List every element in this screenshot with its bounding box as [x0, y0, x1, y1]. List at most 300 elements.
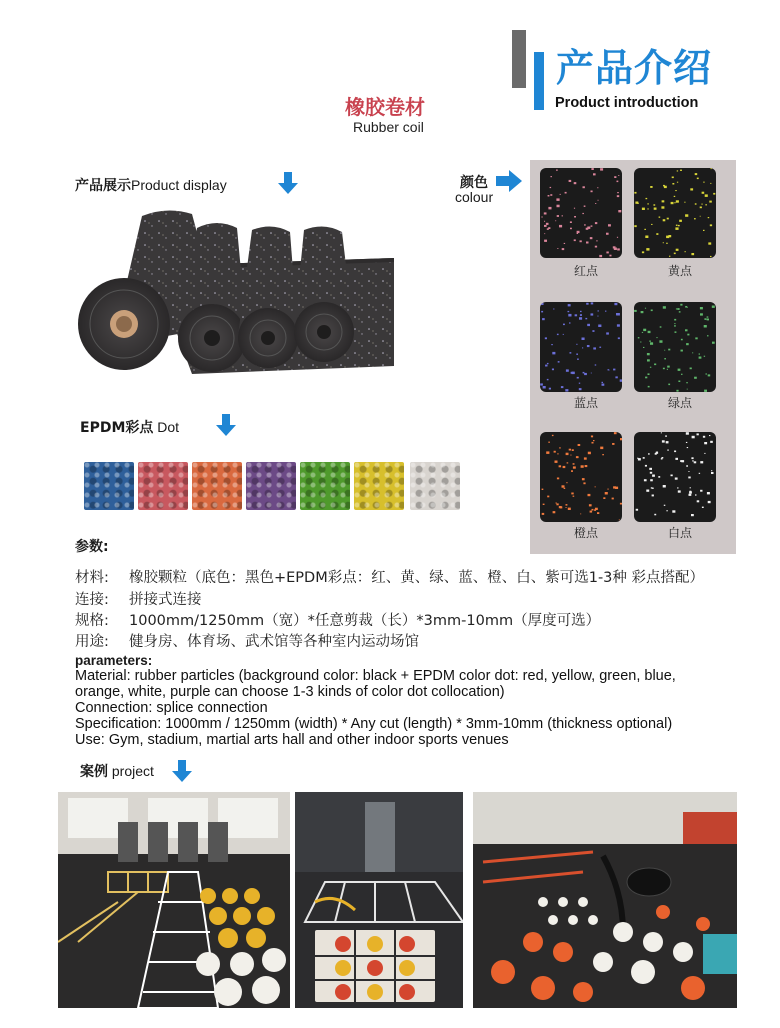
colour-dot: [654, 364, 656, 366]
colour-dot: [695, 337, 697, 339]
colour-dot: [588, 494, 591, 496]
colour-dot: [597, 512, 599, 514]
colour-dot: [608, 224, 611, 226]
colour-dot: [652, 495, 654, 497]
colour-dot: [702, 507, 704, 508]
colour-dot: [695, 203, 697, 204]
colour-dot: [566, 504, 568, 506]
colour-dot: [688, 477, 690, 479]
colour-dot: [619, 519, 620, 520]
param-row-en: Specification: 1000mm / 1250mm (width) * Any cut (length) * 3mm-10mm (thickness optional): [75, 716, 673, 732]
colour-dot: [544, 240, 547, 242]
colour-dot: [649, 468, 652, 470]
colour-dot: [644, 479, 647, 481]
colour-dot: [598, 310, 599, 311]
header-blue-bar: [534, 52, 544, 110]
colour-dot: [712, 306, 715, 308]
param-key: 用途:: [75, 634, 109, 650]
colour-dot: [692, 436, 695, 439]
colour-dot: [589, 504, 592, 506]
colour-dot: [556, 503, 558, 505]
colour-dot: [697, 500, 700, 502]
colour-dot: [607, 489, 608, 490]
colour-dot: [581, 465, 584, 468]
colour-dot: [568, 314, 571, 317]
colour-dot: [584, 457, 587, 459]
colour-dot: [635, 202, 638, 204]
colour-dot: [664, 505, 666, 506]
colour-dot: [676, 308, 677, 309]
colour-dot: [690, 188, 693, 190]
colour-dot: [568, 508, 571, 510]
colour-dot: [617, 313, 620, 316]
colour-dot: [681, 460, 684, 462]
display-label: [75, 175, 227, 195]
colour-dot: [656, 452, 659, 454]
colour-dot: [647, 203, 648, 204]
colour-dot: [641, 311, 644, 313]
colour-dot: [617, 237, 618, 238]
colour-sample-label: 红点: [574, 264, 599, 278]
colour-dot: [574, 216, 576, 218]
colour-dot: [591, 436, 593, 437]
colour-dot: [651, 224, 652, 225]
colour-dot: [569, 449, 571, 451]
colour-dot: [542, 318, 545, 320]
colour-dot: [557, 478, 559, 480]
colour-dot: [650, 186, 652, 188]
colour-dot: [608, 370, 609, 371]
colour-dot: [694, 461, 697, 463]
colour-dot: [582, 338, 585, 341]
colour-dot: [679, 311, 681, 312]
colour-dot: [546, 223, 549, 225]
colour-dot: [617, 181, 619, 183]
colour-dot: [600, 168, 603, 170]
colour-dot: [681, 374, 683, 375]
colour-dot: [656, 233, 658, 235]
colour-dot: [553, 309, 554, 310]
param-row-en: Material: rubber particles (background color: black + EPDM color dot: red, yellow, green, blue,: [75, 668, 676, 684]
colour-dot: [685, 329, 688, 331]
colour-sample-tile: [540, 168, 622, 258]
colour-dot: [659, 217, 661, 218]
colour-dot: [553, 511, 556, 513]
colour-dot: [678, 225, 680, 226]
colour-dot: [595, 203, 596, 204]
rubber-roll-photo: [72, 206, 394, 374]
colour-dot: [563, 334, 564, 335]
colour-dot: [595, 486, 596, 487]
colour-dot: [674, 319, 676, 321]
colour-dot: [557, 215, 559, 217]
colour-dot: [676, 200, 679, 202]
colour-dot: [710, 441, 713, 443]
colour-dot: [580, 314, 582, 316]
colour-dot: [674, 253, 676, 255]
colour-dot: [582, 347, 583, 348]
epdm-swatch-yellow: [354, 462, 404, 510]
epdm-swatch-red: [138, 462, 188, 510]
colour-dot: [647, 208, 648, 209]
colour-dot: [674, 202, 675, 203]
colour-dot: [552, 369, 554, 371]
colour-dot: [603, 497, 605, 499]
colour-dot: [642, 208, 645, 210]
colour-dot: [559, 506, 562, 508]
colour-dot: [646, 198, 648, 199]
colour-dot: [566, 507, 567, 508]
colour-dot: [591, 302, 594, 304]
colour-dot: [710, 224, 712, 226]
colour-dot: [602, 454, 604, 455]
colour-dot: [565, 389, 568, 391]
colour-dot: [708, 374, 711, 376]
colour-dot: [684, 202, 685, 203]
colour-dot: [710, 256, 712, 257]
colour-dot: [647, 353, 650, 355]
param-value: 橡胶颗粒（底色：黑色+EPDM彩点：红、黄、绿、蓝、橙、白、紫可选1-3种 彩点搭配）: [129, 570, 705, 586]
colour-dot: [569, 180, 572, 182]
colour-dot: [675, 458, 678, 460]
colour-dot: [598, 325, 601, 328]
colour-dot: [677, 308, 679, 310]
colour-dot: [650, 479, 653, 481]
colour-dot: [572, 372, 575, 375]
header-title-en: Product introduction: [555, 95, 699, 111]
colour-dot: [587, 324, 590, 326]
colour-dot: [694, 377, 697, 379]
colour-dot: [642, 251, 644, 253]
colour-dot: [677, 170, 678, 171]
colour-dot: [708, 501, 711, 503]
colour-dot: [615, 376, 617, 378]
epdm-swatch-white: [410, 462, 460, 510]
colour-dot: [618, 210, 621, 212]
colour-dot: [563, 466, 566, 468]
dot-label: [80, 417, 179, 437]
colour-dot: [659, 340, 662, 343]
colour-dot: [599, 347, 601, 348]
colour-dot: [686, 382, 688, 383]
colour-dot: [668, 349, 670, 351]
colour-dot: [662, 440, 665, 442]
colour-sample-dots: [634, 168, 716, 258]
colour-dot: [676, 225, 678, 226]
param-value: 拼接式连接: [129, 592, 202, 608]
colour-dot: [541, 217, 542, 218]
colour-dot: [704, 356, 705, 357]
colour-dot: [675, 227, 678, 230]
colour-dot: [634, 225, 636, 227]
colour-dot: [688, 471, 689, 472]
colour-dot: [570, 455, 571, 456]
epdm-swatch-purple: [246, 462, 296, 510]
colour-dot: [700, 490, 702, 492]
colour-dot: [678, 369, 681, 371]
colour-dot: [559, 465, 562, 467]
colour-dot: [687, 307, 688, 308]
colour-dot: [546, 451, 549, 454]
colour-dot: [649, 341, 651, 342]
colour-dot: [593, 347, 596, 349]
colour-dot: [620, 438, 622, 440]
colour-dot: [681, 339, 683, 341]
colour-dot: [595, 222, 597, 224]
colour-dot: [675, 478, 678, 480]
colour-dot: [664, 186, 667, 188]
arrow-right-icon: [496, 170, 522, 192]
colour-dot: [554, 451, 556, 453]
colour-dot: [700, 216, 701, 217]
colour-dot: [585, 318, 587, 319]
colour-dot: [699, 473, 700, 474]
colour-dot: [638, 458, 641, 460]
colour-dot: [582, 213, 584, 214]
colour-dot: [544, 233, 545, 234]
colour-dot: [663, 219, 666, 221]
colour-dot: [680, 304, 682, 306]
colour-dot: [666, 243, 668, 244]
colour-dot: [648, 386, 650, 388]
colour-dot: [658, 476, 660, 478]
colour-dot: [550, 187, 552, 188]
product-name-cn: 橡胶卷材: [345, 95, 425, 119]
colour-dot: [582, 478, 585, 480]
colour-dot: [664, 350, 665, 351]
colour-dot: [568, 311, 570, 312]
colour-dot: [652, 475, 655, 477]
colour-dot: [566, 369, 569, 371]
colour-dot: [634, 192, 636, 194]
colour-sample-label: 黄点: [668, 264, 693, 278]
colour-dot: [666, 236, 669, 239]
colour-dot: [654, 514, 656, 516]
colour-dot: [687, 447, 688, 448]
colour-dot: [707, 492, 710, 494]
colour-dot: [705, 194, 708, 197]
colour-dot: [689, 491, 692, 493]
colour-dot: [585, 465, 588, 467]
epdm-swatch-orange: [192, 462, 242, 510]
project-label-en: project: [111, 763, 154, 779]
colour-dot: [579, 317, 582, 320]
colour-dot: [666, 441, 669, 443]
colour-dot: [541, 303, 544, 305]
colour-dot: [593, 173, 596, 175]
colour-dot: [654, 208, 657, 210]
colour-dot: [562, 215, 563, 216]
param-row-en: Connection: splice connection: [75, 700, 268, 716]
colour-dot: [660, 326, 662, 327]
colour-dot: [612, 443, 614, 445]
colour-dot: [551, 176, 552, 177]
colour-dot: [686, 465, 688, 466]
project-photo-hall: [295, 792, 463, 1008]
colour-dot: [697, 178, 699, 180]
colour-dot: [615, 487, 618, 489]
colour-dot: [576, 354, 578, 355]
colour-dot: [703, 182, 704, 183]
colour-dot: [591, 191, 593, 193]
dot-label-en: Dot: [157, 419, 180, 435]
colour-dot: [544, 225, 547, 227]
colour-sample-tile: [634, 302, 716, 392]
colour-dot: [599, 255, 602, 257]
colour-dot: [562, 485, 565, 487]
colour-dot: [711, 472, 714, 474]
colour-dot: [676, 390, 678, 392]
colour-dot: [543, 504, 545, 505]
colour-dot: [650, 472, 652, 474]
colour-dot: [618, 337, 620, 339]
param-value: 健身房、体育场、武术馆等各种室内运动场馆: [129, 634, 419, 650]
colour-dot: [597, 187, 598, 188]
arrow-down-icon: [216, 414, 236, 436]
colour-dot: [555, 461, 558, 463]
param-row-cn: [75, 566, 704, 587]
header-title-cn: 产品介绍: [556, 46, 713, 90]
colour-dot: [584, 206, 586, 207]
colour-dot: [574, 182, 577, 184]
colour-dot: [687, 389, 688, 390]
colour-dot: [675, 331, 677, 333]
colour-dot: [577, 377, 579, 379]
param-row-cn: [75, 609, 600, 630]
colour-dot: [592, 442, 594, 444]
colour-dot: [557, 334, 559, 335]
colour-dot: [678, 490, 681, 492]
dot-label-cn: EPDM彩点: [80, 420, 154, 436]
colour-dot: [692, 352, 693, 353]
colour-dot: [614, 432, 617, 434]
colour-dot: [636, 509, 638, 511]
colour-dot: [577, 231, 580, 233]
colour-dot: [588, 452, 591, 455]
colour-label-en: colour: [455, 189, 494, 205]
colour-dot: [674, 323, 675, 324]
colour-dot: [645, 236, 648, 239]
colour-dot: [645, 308, 646, 309]
colour-dot: [545, 365, 547, 367]
params-title-cn: 参数:: [75, 539, 109, 555]
colour-dot: [647, 359, 650, 361]
colour-dot: [701, 204, 702, 205]
colour-dot: [674, 196, 676, 197]
colour-dot: [703, 230, 705, 231]
colour-dot: [663, 368, 665, 370]
colour-dot: [643, 347, 644, 348]
colour-dot: [672, 177, 674, 179]
colour-dot: [552, 435, 554, 436]
colour-dot: [549, 388, 551, 390]
colour-dot: [634, 310, 637, 312]
colour-dot: [620, 503, 622, 505]
colour-dot: [583, 186, 585, 188]
colour-dot: [556, 170, 558, 171]
colour-dot: [548, 442, 550, 443]
param-row-en: orange, white, purple can choose 1-3 kinds of color dot collocation): [75, 684, 505, 700]
colour-dot: [568, 304, 571, 306]
colour-dot: [674, 325, 676, 326]
param-row-cn: [75, 630, 419, 651]
colour-dot: [694, 218, 696, 219]
colour-dot: [650, 367, 651, 368]
colour-dot: [573, 463, 575, 465]
param-row-cn: [75, 588, 202, 609]
epdm-swatch-blue: [84, 462, 134, 510]
colour-dot: [547, 363, 549, 364]
colour-dot: [656, 337, 657, 338]
colour-sample-dots: [634, 302, 716, 392]
colour-dot: [573, 496, 575, 497]
colour-dot: [605, 311, 606, 312]
colour-dot: [618, 175, 619, 176]
project-photo-training: [473, 792, 737, 1008]
colour-label-cn-text: 颜色: [460, 175, 488, 191]
colour-dot: [711, 168, 712, 169]
colour-dot: [648, 331, 651, 333]
colour-dot: [579, 383, 580, 384]
colour-dot: [650, 342, 653, 345]
colour-dot: [667, 366, 670, 368]
colour-dot: [592, 330, 594, 332]
colour-dot: [691, 457, 693, 459]
colour-dot: [671, 202, 674, 204]
colour-dot: [602, 384, 605, 386]
colour-dot: [689, 494, 692, 496]
colour-dot: [574, 239, 576, 241]
colour-dot: [699, 354, 700, 355]
colour-dot: [586, 303, 588, 305]
colour-dot: [606, 252, 608, 254]
colour-dot: [708, 242, 711, 244]
colour-sample-tile: [634, 432, 716, 522]
colour-dot: [661, 458, 663, 459]
colour-dot: [587, 227, 590, 229]
colour-dot: [638, 337, 640, 338]
colour-dot: [699, 357, 702, 359]
colour-dot: [686, 432, 689, 435]
colour-dot: [571, 470, 573, 472]
colour-dot: [556, 503, 557, 504]
colour-dot: [707, 335, 709, 336]
colour-dot: [691, 253, 694, 255]
colour-dot: [667, 218, 669, 220]
colour-dot: [580, 240, 582, 242]
colour-dot: [678, 381, 680, 383]
colour-dot: [681, 350, 683, 352]
display-label-en: Product display: [131, 177, 227, 193]
colour-dot: [586, 242, 589, 244]
colour-dot: [704, 453, 705, 454]
colour-dot: [614, 176, 616, 178]
colour-dot: [591, 373, 592, 374]
param-key: 连接:: [75, 592, 109, 608]
colour-dot: [591, 313, 594, 315]
param-key: 材料:: [75, 570, 109, 586]
colour-sample-dots: [540, 168, 622, 258]
colour-dot: [617, 324, 620, 326]
colour-dot: [552, 352, 555, 355]
colour-dot: [700, 313, 703, 315]
colour-dot: [602, 382, 604, 383]
colour-dot: [556, 198, 559, 201]
colour-sample-dots: [540, 302, 622, 392]
colour-dot: [700, 307, 703, 309]
colour-dot: [559, 225, 562, 228]
colour-dot: [710, 183, 711, 184]
